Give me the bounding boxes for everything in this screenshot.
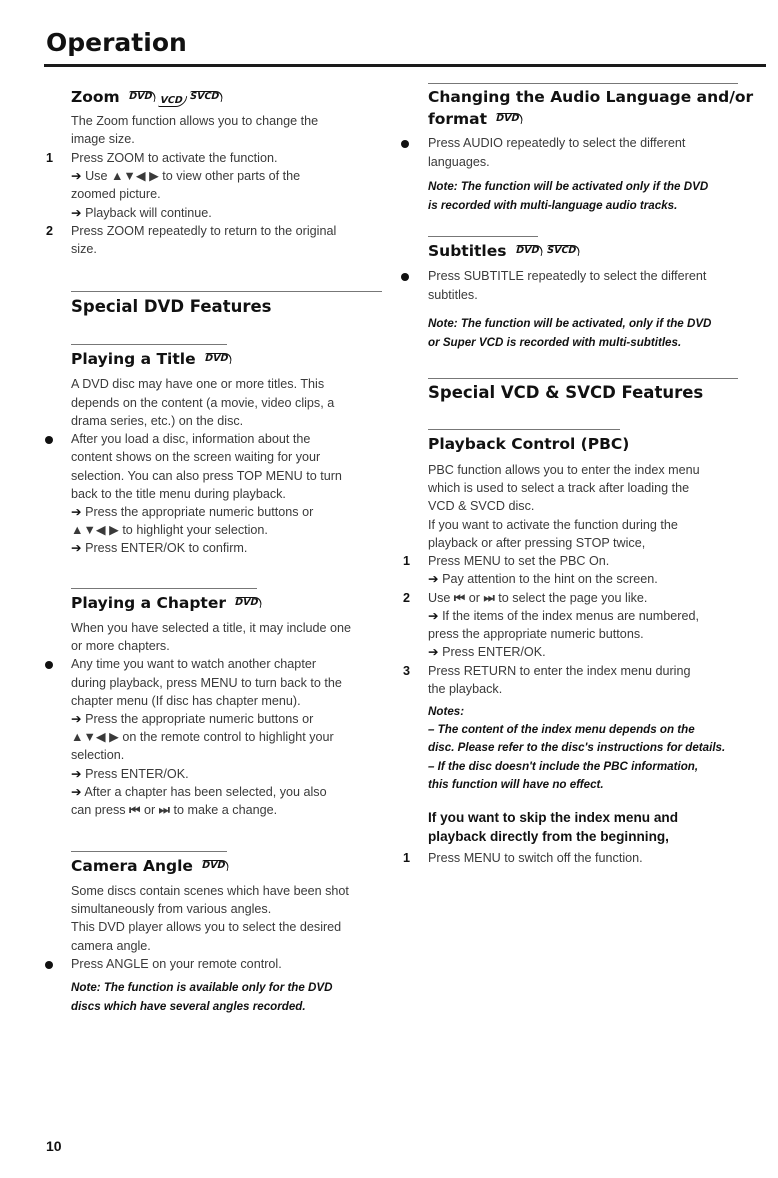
skip-next-icon: ⏭ xyxy=(158,803,170,817)
playing-title-arrow-1-2 xyxy=(71,521,268,539)
bullet-icon xyxy=(45,436,53,444)
dvd-badge: DVD xyxy=(127,91,158,102)
playing-chapter-intro: When you have selected a title, it may include one xyxy=(71,621,352,635)
text: on the remote control to highlight your xyxy=(122,730,334,744)
svcd-badge: SVCD xyxy=(188,91,225,102)
text: Playback will continue. xyxy=(85,206,212,220)
step-number: 1 xyxy=(403,851,411,865)
arrow-icon: ➔ xyxy=(71,767,82,781)
camera-angle-note: Note: The function is available only for the DVD xyxy=(71,981,333,994)
zoom-step-2-2: size. xyxy=(71,242,97,256)
arrow-icon: ➔ xyxy=(71,712,82,726)
playing-title-intro: drama series, etc.) on the disc. xyxy=(71,414,244,428)
zoom-intro-1: The Zoom function allows you to change the xyxy=(71,114,319,128)
text: or xyxy=(468,591,480,605)
arrow-icon: ➔ xyxy=(71,505,82,519)
playing-title-heading xyxy=(71,348,232,370)
subtitles-note: or Super VCD is recorded with multi-subtitles. xyxy=(428,336,682,349)
step-number: 1 xyxy=(403,554,411,568)
playing-title-intro: A DVD disc may have one or more titles. This xyxy=(71,377,325,391)
text: After a chapter has been selected, you also xyxy=(84,785,327,799)
nav-arrows-icon: ▲▼◀ ▶ xyxy=(110,169,159,183)
section-rule xyxy=(71,344,227,345)
camera-angle-intro: camera angle. xyxy=(71,939,151,953)
arrow-icon: ➔ xyxy=(428,609,439,623)
section-rule xyxy=(71,851,227,852)
audio-language-note: Note: The function will be activated only if the DVD xyxy=(428,180,709,193)
playing-chapter-intro: or more chapters. xyxy=(71,639,170,653)
camera-angle-intro: simultaneously from various angles. xyxy=(71,902,272,916)
text: If the items of the index menus are numbered, xyxy=(442,609,699,623)
text: to make a change. xyxy=(173,803,278,817)
pbc-step-3-2: the playback. xyxy=(428,682,503,696)
title-rule xyxy=(44,64,766,67)
audio-language-bullet: languages. xyxy=(428,155,490,169)
audio-language-title: format xyxy=(428,110,488,128)
playing-title-intro: depends on the content (a movie, video clips, a xyxy=(71,396,335,410)
section-rule xyxy=(71,291,382,292)
audio-language-heading-1: Changing the Audio Language and/or xyxy=(428,88,754,106)
svcd-badge: SVCD xyxy=(545,245,582,256)
section-rule xyxy=(428,83,738,84)
text: to select the page you like. xyxy=(498,591,648,605)
playing-title-bullet: selection. You can also press TOP MENU to turn xyxy=(71,469,342,483)
text: Press the appropriate numeric buttons or xyxy=(85,505,314,519)
pbc-note: – If the disc doesn't include the PBC information, xyxy=(428,760,699,773)
zoom-title: Zoom xyxy=(71,88,120,106)
pbc-intro: which is used to select a track after loading the xyxy=(428,481,690,495)
pbc-step-2 xyxy=(428,589,647,607)
page-number: 10 xyxy=(46,1138,62,1154)
dvd-badge: DVD xyxy=(494,113,525,124)
subtitles-bullet: subtitles. xyxy=(428,288,478,302)
section-rule xyxy=(71,588,257,589)
zoom-step-1a xyxy=(71,167,300,185)
playing-title-arrow-1 xyxy=(71,503,313,521)
playing-title-bullet: After you load a disc, information about the xyxy=(71,432,311,446)
subtitles-bullet: Press SUBTITLE repeatedly to select the different xyxy=(428,269,707,283)
pbc-skip-step: Press MENU to switch off the function. xyxy=(428,851,643,865)
step-number: 2 xyxy=(403,591,411,605)
arrow-icon: ➔ xyxy=(428,572,439,586)
step-number: 1 xyxy=(46,151,54,165)
page-title: Operation xyxy=(46,28,187,57)
skip-previous-icon: ⏮ xyxy=(453,591,466,605)
audio-language-heading-2 xyxy=(428,108,524,130)
pbc-step-1: Press MENU to set the PBC On. xyxy=(428,554,610,568)
playing-chapter-heading xyxy=(71,592,263,614)
pbc-intro: If you want to activate the function during the xyxy=(428,518,678,532)
pbc-skip-heading: playback directly from the beginning, xyxy=(428,829,669,844)
playing-chapter-bullet: Any time you want to watch another chapter xyxy=(71,657,317,671)
playing-chapter-title: Playing a Chapter xyxy=(71,594,226,612)
zoom-intro-2: image size. xyxy=(71,132,135,146)
playing-chapter-arrow-1 xyxy=(71,710,313,728)
text: Press ENTER/OK. xyxy=(85,767,189,781)
pbc-intro: playback or after pressing STOP twice, xyxy=(428,536,646,550)
zoom-step-1: Press ZOOM to activate the function. xyxy=(71,151,278,165)
section-rule xyxy=(428,378,738,379)
step-number: 3 xyxy=(403,664,411,678)
camera-angle-heading xyxy=(71,855,229,877)
dvd-badge: DVD xyxy=(203,353,234,364)
section-rule xyxy=(428,236,538,237)
playing-title-arrow-2 xyxy=(71,539,247,557)
subtitles-note: Note: The function will be activated, only if the DVD xyxy=(428,317,712,330)
playing-title-bullet: back to the title menu during playback. xyxy=(71,487,286,501)
nav-arrows-icon: ▲▼◀ ▶ xyxy=(71,523,119,537)
camera-angle-intro: Some discs contain scenes which have been shot xyxy=(71,884,349,898)
text: can press xyxy=(71,803,126,817)
playing-chapter-arrow-1-2 xyxy=(71,728,334,746)
text: to highlight your selection. xyxy=(122,523,268,537)
skip-next-icon: ⏭ xyxy=(483,591,495,605)
playing-chapter-bullet: chapter menu (If disc has chapter menu). xyxy=(71,694,301,708)
camera-angle-bullet: Press ANGLE on your remote control. xyxy=(71,957,282,971)
pbc-step-1a xyxy=(428,570,658,588)
arrow-icon: ➔ xyxy=(428,645,439,659)
section-rule xyxy=(428,429,620,430)
step-number: 2 xyxy=(46,224,54,238)
text: Pay attention to the hint on the screen. xyxy=(442,572,658,586)
special-dvd-heading: Special DVD Features xyxy=(71,297,272,316)
text: Use xyxy=(85,169,108,183)
text: Press the appropriate numeric buttons or xyxy=(85,712,314,726)
arrow-icon: ➔ xyxy=(71,169,82,183)
pbc-intro: PBC function allows you to enter the index menu xyxy=(428,463,700,477)
arrow-icon: ➔ xyxy=(71,785,82,799)
playing-chapter-bullet: during playback, press MENU to turn back to the xyxy=(71,676,342,690)
bullet-icon xyxy=(45,961,53,969)
zoom-heading xyxy=(71,86,224,108)
playing-title-bullet: content shows on the screen waiting for your xyxy=(71,450,321,464)
bullet-icon xyxy=(401,273,409,281)
pbc-step-3: Press RETURN to enter the index menu during xyxy=(428,664,691,678)
pbc-step-2b xyxy=(428,643,546,661)
audio-language-note: is recorded with multi-language audio tracks. xyxy=(428,199,678,212)
text: Use xyxy=(428,591,451,605)
dvd-badge: DVD xyxy=(200,860,231,871)
bullet-icon xyxy=(401,140,409,148)
pbc-note: this function will have no effect. xyxy=(428,778,604,791)
text: or xyxy=(143,803,156,817)
pbc-notes-label: Notes: xyxy=(428,705,465,718)
pbc-step-2a-2: press the appropriate numeric buttons. xyxy=(428,627,644,641)
audio-language-bullet: Press AUDIO repeatedly to select the different xyxy=(428,136,686,150)
arrow-icon: ➔ xyxy=(71,541,82,555)
zoom-step-1b xyxy=(71,204,212,222)
special-vcd-heading: Special VCD & SVCD Features xyxy=(428,383,704,402)
zoom-step-1a-2: zoomed picture. xyxy=(71,187,161,201)
vcd-badge: VCD xyxy=(158,96,188,107)
playing-title-title: Playing a Title xyxy=(71,350,196,368)
pbc-step-2a xyxy=(428,607,699,625)
pbc-note: – The content of the index menu depends on the xyxy=(428,723,695,736)
pbc-note: disc. Please refer to the disc's instructions for details. xyxy=(428,741,726,754)
camera-angle-intro: This DVD player allows you to select the desired xyxy=(71,920,342,934)
dvd-badge: DVD xyxy=(233,597,264,608)
pbc-skip-heading: If you want to skip the index menu and xyxy=(428,810,678,825)
bullet-icon xyxy=(45,661,53,669)
text: Press ENTER/OK to confirm. xyxy=(85,541,248,555)
playing-chapter-arrow-1-3: selection. xyxy=(71,748,125,762)
playing-chapter-arrow-3-2 xyxy=(71,801,277,819)
playing-chapter-arrow-3 xyxy=(71,783,327,801)
subtitles-heading xyxy=(428,240,580,262)
playing-chapter-arrow-2 xyxy=(71,765,189,783)
pbc-intro: VCD & SVCD disc. xyxy=(428,499,535,513)
skip-previous-icon: ⏮ xyxy=(129,803,141,817)
text: Press ENTER/OK. xyxy=(442,645,546,659)
camera-angle-note: discs which have several angles recorded. xyxy=(71,1000,306,1013)
text: to view other parts of the xyxy=(162,169,301,183)
zoom-step-2: Press ZOOM repeatedly to return to the original xyxy=(71,224,337,238)
subtitles-title: Subtitles xyxy=(428,242,507,260)
nav-arrows-icon: ▲▼◀ ▶ xyxy=(71,730,119,744)
dvd-badge: DVD xyxy=(514,245,545,256)
camera-angle-title: Camera Angle xyxy=(71,857,193,875)
pbc-heading: Playback Control (PBC) xyxy=(428,435,630,453)
arrow-icon: ➔ xyxy=(71,206,82,220)
